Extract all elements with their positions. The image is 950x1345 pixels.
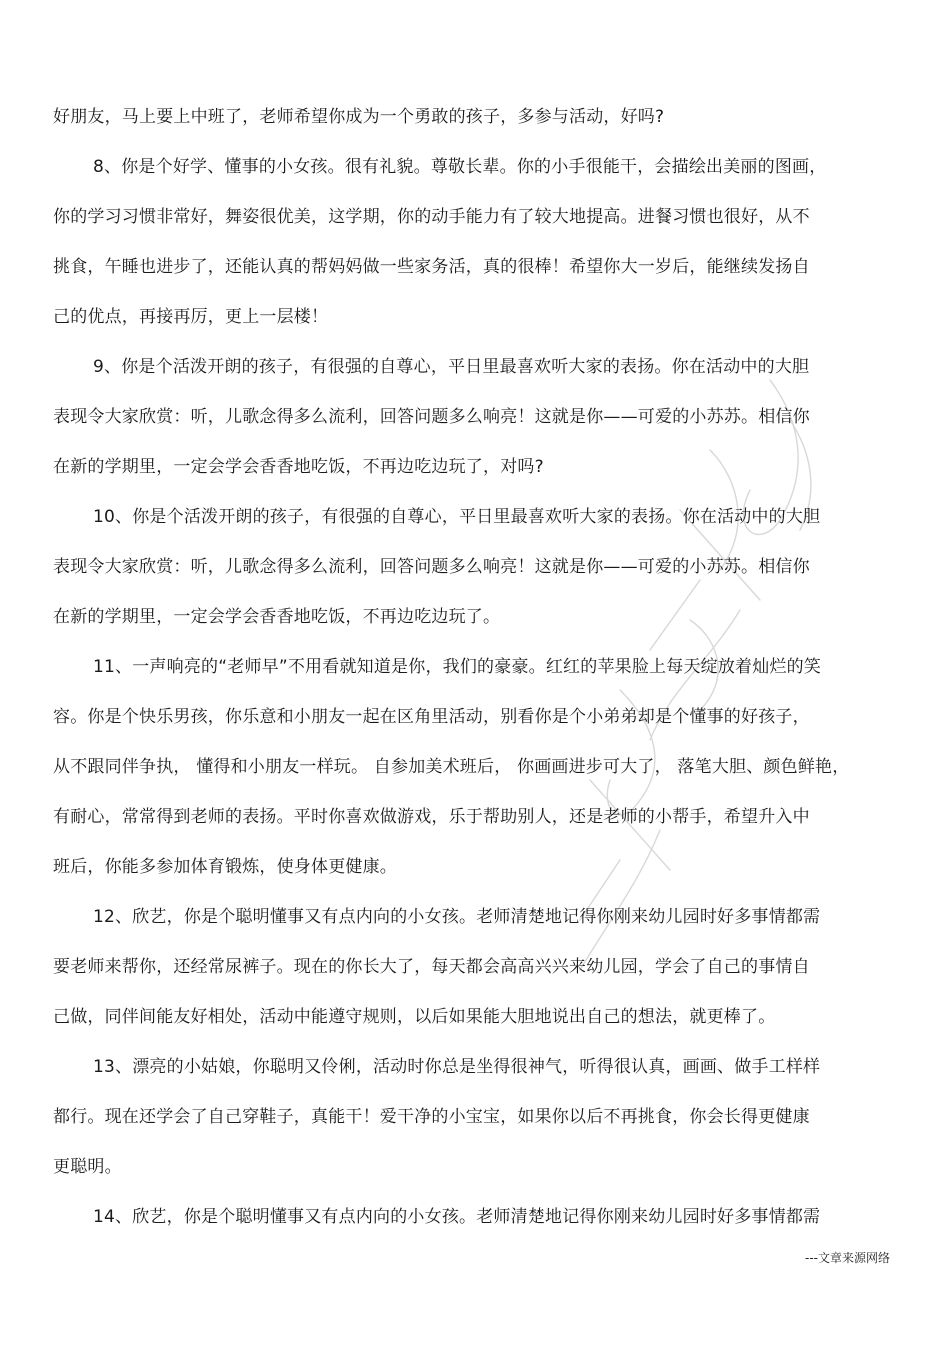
- text-line: 都行。现在还学会了自己穿鞋子，真能干！爱干净的小宝宝，如果你以后不再挑食，你会长得更健康: [53, 1107, 810, 1127]
- paragraph-14-start: 14、欣艺，你是个聪明懂事又有点内向的小女孩。老师清楚地记得你刚来幼儿园时好多事情都需: [93, 1207, 821, 1227]
- paragraph-11-start: 11、一声响亮的“老师早”不用看就知道是你，我们的豪豪。红红的苹果脸上每天绽放着灿烂的笑: [93, 657, 822, 677]
- text-line: 你的学习习惯非常好，舞姿很优美，这学期，你的动手能力有了较大地提高。进餐习惯也很好，从不: [53, 207, 810, 227]
- text-line: 班后，你能多参加体育锻炼，使身体更健康。: [53, 857, 397, 877]
- text-line: 容。你是个快乐男孩，你乐意和小朋友一起在区角里活动，别看你是个小弟弟却是个懂事的好孩子，: [53, 707, 810, 727]
- footer-source-note: ---文章来源网络: [805, 1251, 890, 1265]
- text-line: 挑食，午睡也进步了，还能认真的帮妈妈做一些家务活，真的很棒！希望你大一岁后，能继续发扬自: [53, 257, 810, 277]
- text-line: 己做，同伴间能友好相处，活动中能遵守规则，以后如果能大胆地说出自己的想法，就更棒了。: [53, 1007, 776, 1027]
- text-line: 有耐心，常常得到老师的表扬。平时你喜欢做游戏，乐于帮助别人，还是老师的小帮手，希望升入中: [53, 807, 810, 827]
- paragraph-12-start: 12、欣艺，你是个聪明懂事又有点内向的小女孩。老师清楚地记得你刚来幼儿园时好多事情都需: [93, 907, 821, 927]
- text-line: 更聪明。: [53, 1157, 122, 1177]
- paragraph-10-start: 10、你是个活泼开朗的孩子，有很强的自尊心，平日里最喜欢听大家的表扬。你在活动中的大胆: [93, 507, 821, 527]
- paragraph-9-start: 9、你是个活泼开朗的孩子，有很强的自尊心，平日里最喜欢听大家的表扬。你在活动中的大胆: [93, 357, 810, 377]
- paragraph-8-start: 8、你是个好学、懂事的小女孩。很有礼貌。尊敬长辈。你的小手很能干，会描绘出美丽的图画，: [93, 157, 827, 177]
- text-line: 表现令大家欣赏：听，儿歌念得多么流利，回答问题多么响亮！这就是你——可爱的小苏苏。相信你: [53, 407, 810, 427]
- text-line: 在新的学期里，一定会学会香香地吃饭，不再边吃边玩了，对吗?: [53, 457, 544, 477]
- text-line: 己的优点，再接再厉，更上一层楼！: [53, 307, 329, 327]
- handwritten-watermark: [560, 360, 840, 1000]
- text-line: 从不跟同伴争执， 懂得和小朋友一样玩。 自参加美术班后， 你画画进步可大了， 落笔大胆、颜色鲜艳，: [53, 757, 850, 777]
- text-line: 要老师来帮你，还经常尿裤子。现在的你长大了，每天都会高高兴兴来幼儿园，学会了自己的事情自: [53, 957, 810, 977]
- text-line: 好朋友，马上要上中班了，老师希望你成为一个勇敢的孩子，多参与活动，好吗?: [53, 107, 665, 127]
- text-line: 表现令大家欣赏：听，儿歌念得多么流利，回答问题多么响亮！这就是你——可爱的小苏苏。相信你: [53, 557, 810, 577]
- paragraph-13-start: 13、漂亮的小姑娘，你聪明又伶俐，活动时你总是坐得很神气，听得很认真，画画、做手工样样: [93, 1057, 821, 1077]
- text-line: 在新的学期里，一定会学会香香地吃饭，不再边吃边玩了。: [53, 607, 501, 627]
